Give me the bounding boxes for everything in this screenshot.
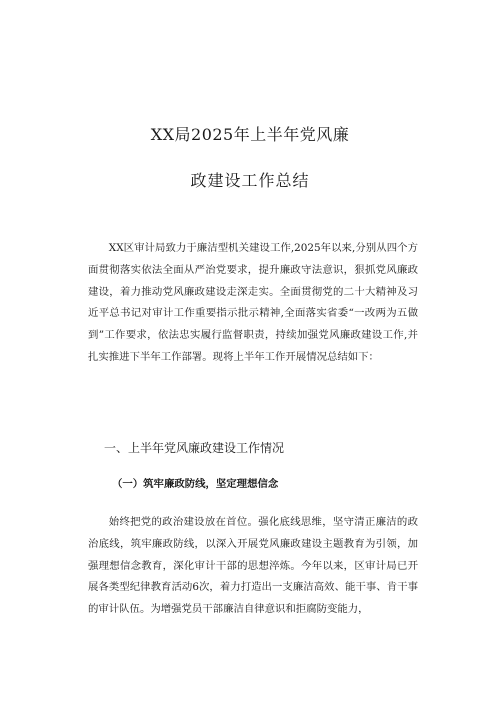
subsection-paragraph: 始终把党的政治建设放在首位。强化底线思维，坚守清正廉洁的政治底线，筑牢廉政防线，以深入开展党风廉政建设主题教育为引领，加强理想信念教育，深化审计干部的思想淬炼。今年以来，区审计局已开展各类型纪律教育活动6次，着力打造出一支廉洁高效、能干事、肯干事的审计队伍。为增强党员干部廉洁自律意识和拒腐防变能力，	[88, 516, 418, 616]
intro-paragraph: XX区审计局致力于廉洁型机关建设工作,2025年以来,分别从四个方面贯彻落实依法全面从严治党要求，提升廉政守法意识，狠抓党风廉政建设，着力推动党风廉政建设走深走实。全面贯彻党的二十大精神及习近平总书记对审计工作重要指示批示精神,全面落实省委“一改两为五做到”工作要求，依法忠实履行监督职责，持续加强党风廉政建设工作,并扎实推进下半年工作部署。现将上半年工作开展情况总结如下：	[88, 242, 418, 363]
document-title-line-2: 政建设工作总结	[190, 171, 310, 190]
document-title-line-1: XX局2025年上半年党风廉	[150, 125, 350, 144]
section-heading: 一、上半年党风廉政建设工作情况	[104, 441, 285, 455]
subsection-heading: （一）筑牢廉政防线，坚定理想信念	[112, 478, 279, 490]
